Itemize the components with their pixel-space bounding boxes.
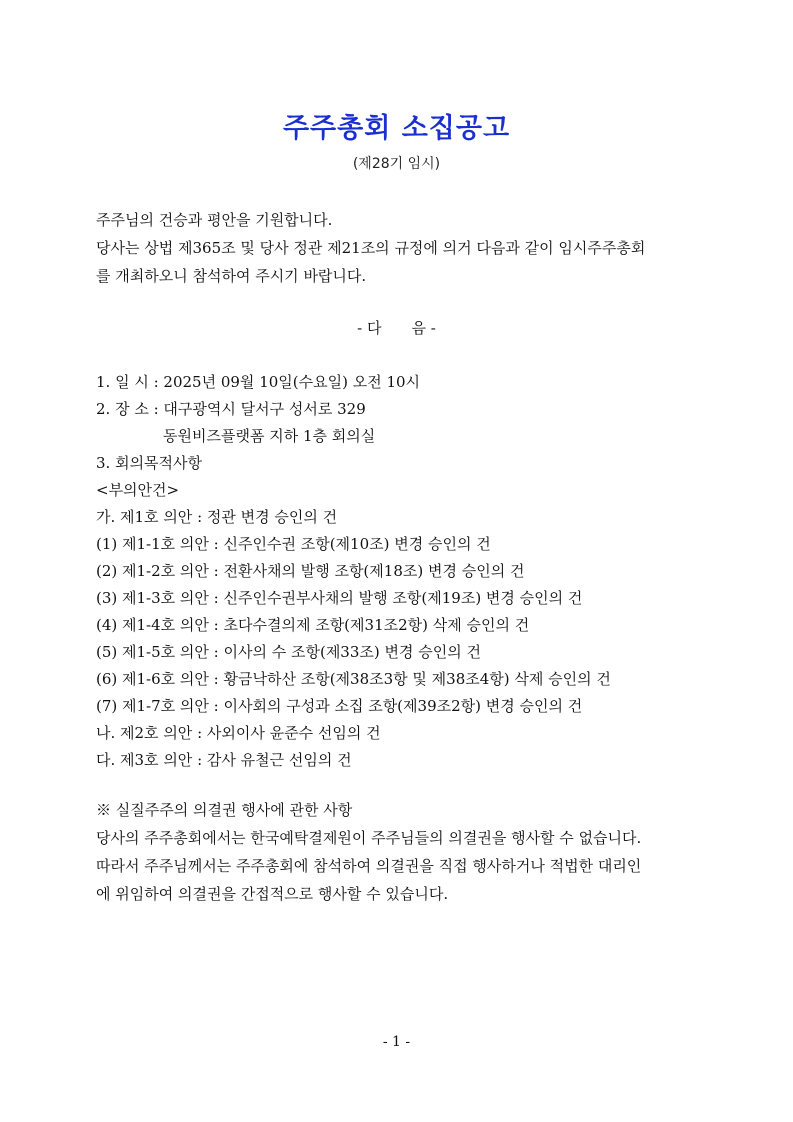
page-subtitle: (제28기 임시) [352, 156, 441, 172]
page-number: - 1 - [382, 1034, 411, 1050]
intro-line: 당사는 상법 제365조 및 당사 정관 제21조의 규정에 의거 다음과 같이 임시주주총회 [96, 239, 646, 257]
meeting-place-detail: 동원비즈플랫폼 지하 1층 회의실 [163, 427, 376, 445]
notice-line: 에 위임하여 의결권을 간접적으로 행사할 수 있습니다. [96, 885, 449, 903]
meeting-datetime: 1. 일 시 : 2025년 09월 10일(수요일) 오전 10시 [96, 373, 421, 391]
agenda-item: (4) 제1-4호 의안 : 초다수결의제 조항(제31조2항) 삭제 승인의 건 [96, 616, 530, 634]
agenda-item: 나. 제2호 의안 : 사외이사 윤준수 선임의 건 [96, 724, 381, 742]
agenda-item: (3) 제1-3호 의안 : 신주인수권부사채의 발행 조항(제19조) 변경 승인의 건 [96, 589, 583, 607]
agenda-item: 가. 제1호 의안 : 정관 변경 승인의 건 [96, 508, 338, 526]
agenda-subheading: <부의안건> [96, 481, 180, 499]
agenda-item: (1) 제1-1호 의안 : 신주인수권 조항(제10조) 변경 승인의 건 [96, 535, 491, 553]
agenda-item: (5) 제1-5호 의안 : 이사의 수 조항(제33조) 변경 승인의 건 [96, 643, 481, 661]
agenda-item: (7) 제1-7호 의안 : 이사회의 구성과 소집 조항(제39조2항) 변경 승인의 건 [96, 697, 583, 715]
agenda-item: (2) 제1-2호 의안 : 전환사채의 발행 조항(제18조) 변경 승인의 건 [96, 562, 525, 580]
page-title: 주주총회 소집공고 [282, 113, 511, 144]
agenda-heading: 3. 회의목적사항 [96, 454, 203, 472]
notice-heading: ※ 실질주주의 의결권 행사에 관한 사항 [96, 801, 353, 819]
section-heading: - 다 음 - [357, 319, 436, 337]
intro-line: 를 개최하오니 참석하여 주시기 바랍니다. [96, 267, 367, 285]
notice-line: 따라서 주주님께서는 주주총회에 참석하여 의결권을 직접 행사하거나 적법한 대리인 [96, 857, 642, 875]
intro-line: 주주님의 건승과 평안을 기원합니다. [96, 211, 333, 229]
agenda-item: 다. 제3호 의안 : 감사 유철근 선임의 건 [96, 751, 352, 769]
meeting-place: 2. 장 소 : 대구광역시 달서구 성서로 329 [96, 400, 366, 418]
notice-line: 당사의 주주총회에서는 한국예탁결제원이 주주님들의 의결권을 행사할 수 없습니다. [96, 829, 642, 847]
agenda-item: (6) 제1-6호 의안 : 황금낙하산 조항(제38조3항 및 제38조4항) 삭제 승인의 건 [96, 670, 611, 688]
